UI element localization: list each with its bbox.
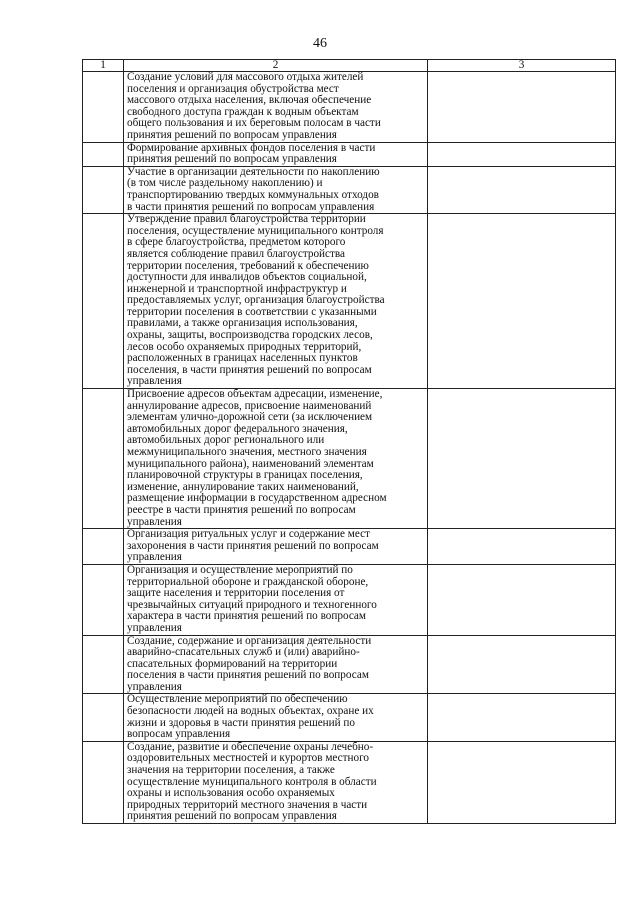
table-row	[83, 741, 616, 823]
function-description-cell: Создание, развитие и обеспечение охраны лечебно- оздоровительных местностей и курортов местного значения на территории поселения, а также осуществление муниципального контроля в области охраны и использования особо охраняемых природных территорий местного значения в части принятия решений по вопросам управления	[124, 741, 428, 823]
column-3-cell	[428, 529, 616, 565]
table-row	[83, 166, 616, 213]
column-3-cell	[428, 214, 616, 389]
column-1-cell	[83, 741, 124, 823]
function-description-cell: Организация и осуществление мероприятий по территориальной обороне и гражданской обороне, защите населения и территории поселения от чрезвычайных ситуаций природного и техногенного характера в части принятия решений по вопросам управления	[124, 564, 428, 635]
column-3-cell	[428, 694, 616, 741]
column-3-cell	[428, 166, 616, 213]
table-header-row	[83, 60, 616, 72]
column-3-cell	[428, 72, 616, 143]
function-description-cell: Осуществление мероприятий по обеспечению безопасности людей на водных объектах, охране их жизни и здоровья в части принятия решений по вопросам управления	[124, 694, 428, 741]
column-3-cell	[428, 741, 616, 823]
column-3-cell	[428, 564, 616, 635]
function-description-cell: Организация ритуальных услуг и содержание мест захоронения в части принятия решений по вопросам управления	[124, 529, 428, 565]
column-1-cell	[83, 635, 124, 694]
table-row	[83, 72, 616, 143]
function-description-cell: Присвоение адресов объектам адресации, изменение, аннулирование адресов, присвоение наименований элементам улично-дорожной сети (за исключением автомобильных дорог федерального значения, автомобильных дорог регионального или межмуниципального значения, местного значения муниципального района), наименований элементам планировочной структуры в границах поселения, изменение, аннулирование таких наименований, размещение информации в государственном адресном реестре в части принятия решений по вопросам управления	[124, 389, 428, 529]
table-row	[83, 142, 616, 166]
table-row	[83, 389, 616, 529]
function-description-cell: Создание, содержание и организация деятельности аварийно-спасательных служб и (или) аварийно- спасательных формирований на территории поселения в части принятия решений по вопросам управления	[124, 635, 428, 694]
table-row	[83, 564, 616, 635]
column-1-cell	[83, 142, 124, 166]
table-row	[83, 214, 616, 389]
column-1-cell	[83, 166, 124, 213]
column-header-3: 3	[428, 60, 616, 72]
table-body	[83, 72, 616, 824]
column-1-cell	[83, 564, 124, 635]
document-table	[82, 59, 616, 824]
function-description-cell: Создание условий для массового отдыха жителей поселения и организация обустройства мест массового отдыха населения, включая обеспечение свободного доступа граждан к водным объектам общего пользования и их береговым полосам в части принятия решений по вопросам управления	[124, 72, 428, 143]
table-row	[83, 529, 616, 565]
table-row	[83, 694, 616, 741]
column-3-cell	[428, 389, 616, 529]
page-number: 46	[313, 36, 327, 51]
column-header-1: 1	[83, 60, 124, 72]
column-3-cell	[428, 142, 616, 166]
function-description-cell: Участие в организации деятельности по накоплению (в том числе раздельному накоплению) и транспортированию твердых коммунальных отходов в части принятия решений по вопросам управления	[124, 166, 428, 213]
column-1-cell	[83, 694, 124, 741]
function-description-cell: Формирование архивных фондов поселения в части принятия решений по вопросам управления	[124, 142, 428, 166]
column-1-cell	[83, 529, 124, 565]
table-row	[83, 635, 616, 694]
column-3-cell	[428, 635, 616, 694]
column-1-cell	[83, 72, 124, 143]
column-header-2: 2	[124, 60, 428, 72]
column-1-cell	[83, 214, 124, 389]
function-description-cell: Утверждение правил благоустройства территории поселения, осуществление муниципального контроля в сфере благоустройства, предметом которого является соблюдение правил благоустройства территории поселения, требований к обеспечению доступности для инвалидов объектов социальной, инженерной и транспортной инфраструктур и предоставляемых услуг, организация благоустройства территории поселения в соответствии с указанными правилами, а также организация использования, охраны, защиты, воспроизводства городских лесов, лесов особо охраняемых природных территорий, расположенных в границах населенных пунктов поселения, в части принятия решений по вопросам управления	[124, 214, 428, 389]
column-1-cell	[83, 389, 124, 529]
